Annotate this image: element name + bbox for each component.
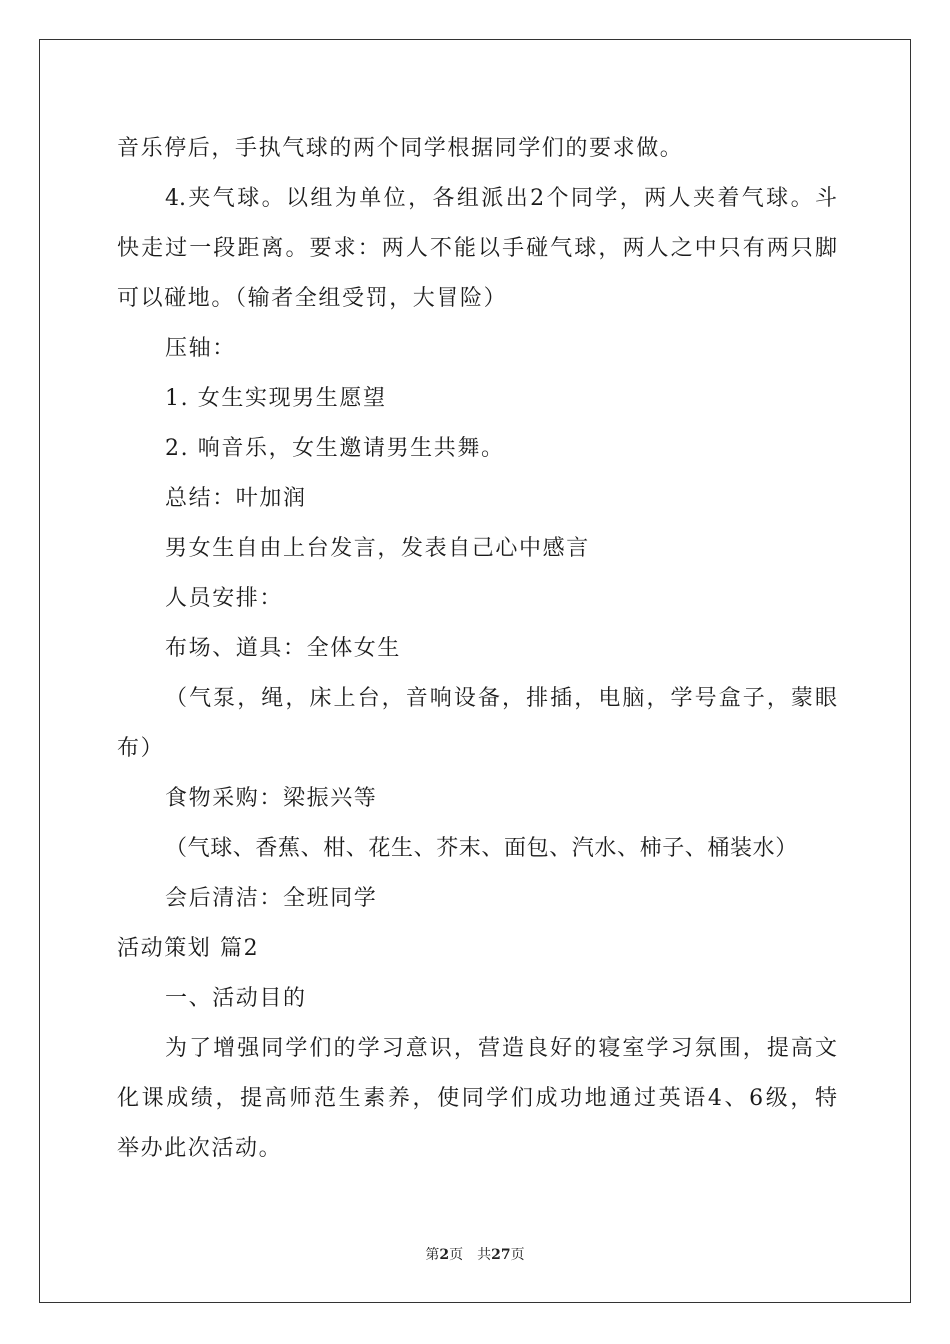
text-line: 男女生自由上台发言，发表自己心中感言: [165, 536, 590, 561]
text-line: （气球、香蕉、柑、花生、芥末、面包、汽水、柿子、桶装水）: [165, 836, 798, 861]
page-number: 2: [439, 1247, 450, 1263]
text-line: 布）: [117, 736, 165, 761]
text-line: 会后清洁：全班同学: [165, 886, 378, 911]
footer-mid: 页 共: [449, 1247, 492, 1263]
text-line: 可以碰地。（输者全组受罚，大冒险）: [117, 286, 508, 311]
text-line: 布场、道具：全体女生: [165, 636, 402, 661]
list-item: 2. 响音乐，女生邀请男生共舞。: [165, 436, 505, 461]
section-heading: 一、活动目的: [165, 986, 307, 1011]
text-line: 音乐停后，手执气球的两个同学根据同学们的要求做。: [117, 136, 684, 161]
text-line: 4.夹气球。以组为单位，各组派出2个同学，两人夹着气球。斗: [165, 186, 837, 211]
text-line: 食物采购：梁振兴等: [165, 786, 378, 811]
article-title: 活动策划 篇2: [117, 936, 260, 961]
footer-prefix: 第: [425, 1247, 440, 1263]
page-footer: [0, 1245, 950, 1265]
text-line: （气泵，绳，床上台，音响设备，排插，电脑，学号盒子，蒙眼: [165, 686, 837, 711]
text-line: 总结：叶加润: [165, 486, 307, 511]
text-line: 为了增强同学们的学习意识，营造良好的寝室学习氛围，提高文: [165, 1036, 837, 1061]
text-line: 举办此次活动。: [117, 1136, 283, 1161]
footer-suffix: 页: [510, 1247, 525, 1263]
total-pages: 27: [491, 1247, 511, 1263]
text-line: 快走过一段距离。要求：两人不能以手碰气球，两人之中只有两只脚: [117, 236, 837, 261]
text-line: 化课成绩，提高师范生素养，使同学们成功地通过英语4、6级，特: [117, 1086, 837, 1111]
list-item: 1. 女生实现男生愿望: [165, 386, 387, 411]
section-heading: 压轴：: [165, 336, 236, 361]
section-heading: 人员安排：: [165, 586, 284, 611]
